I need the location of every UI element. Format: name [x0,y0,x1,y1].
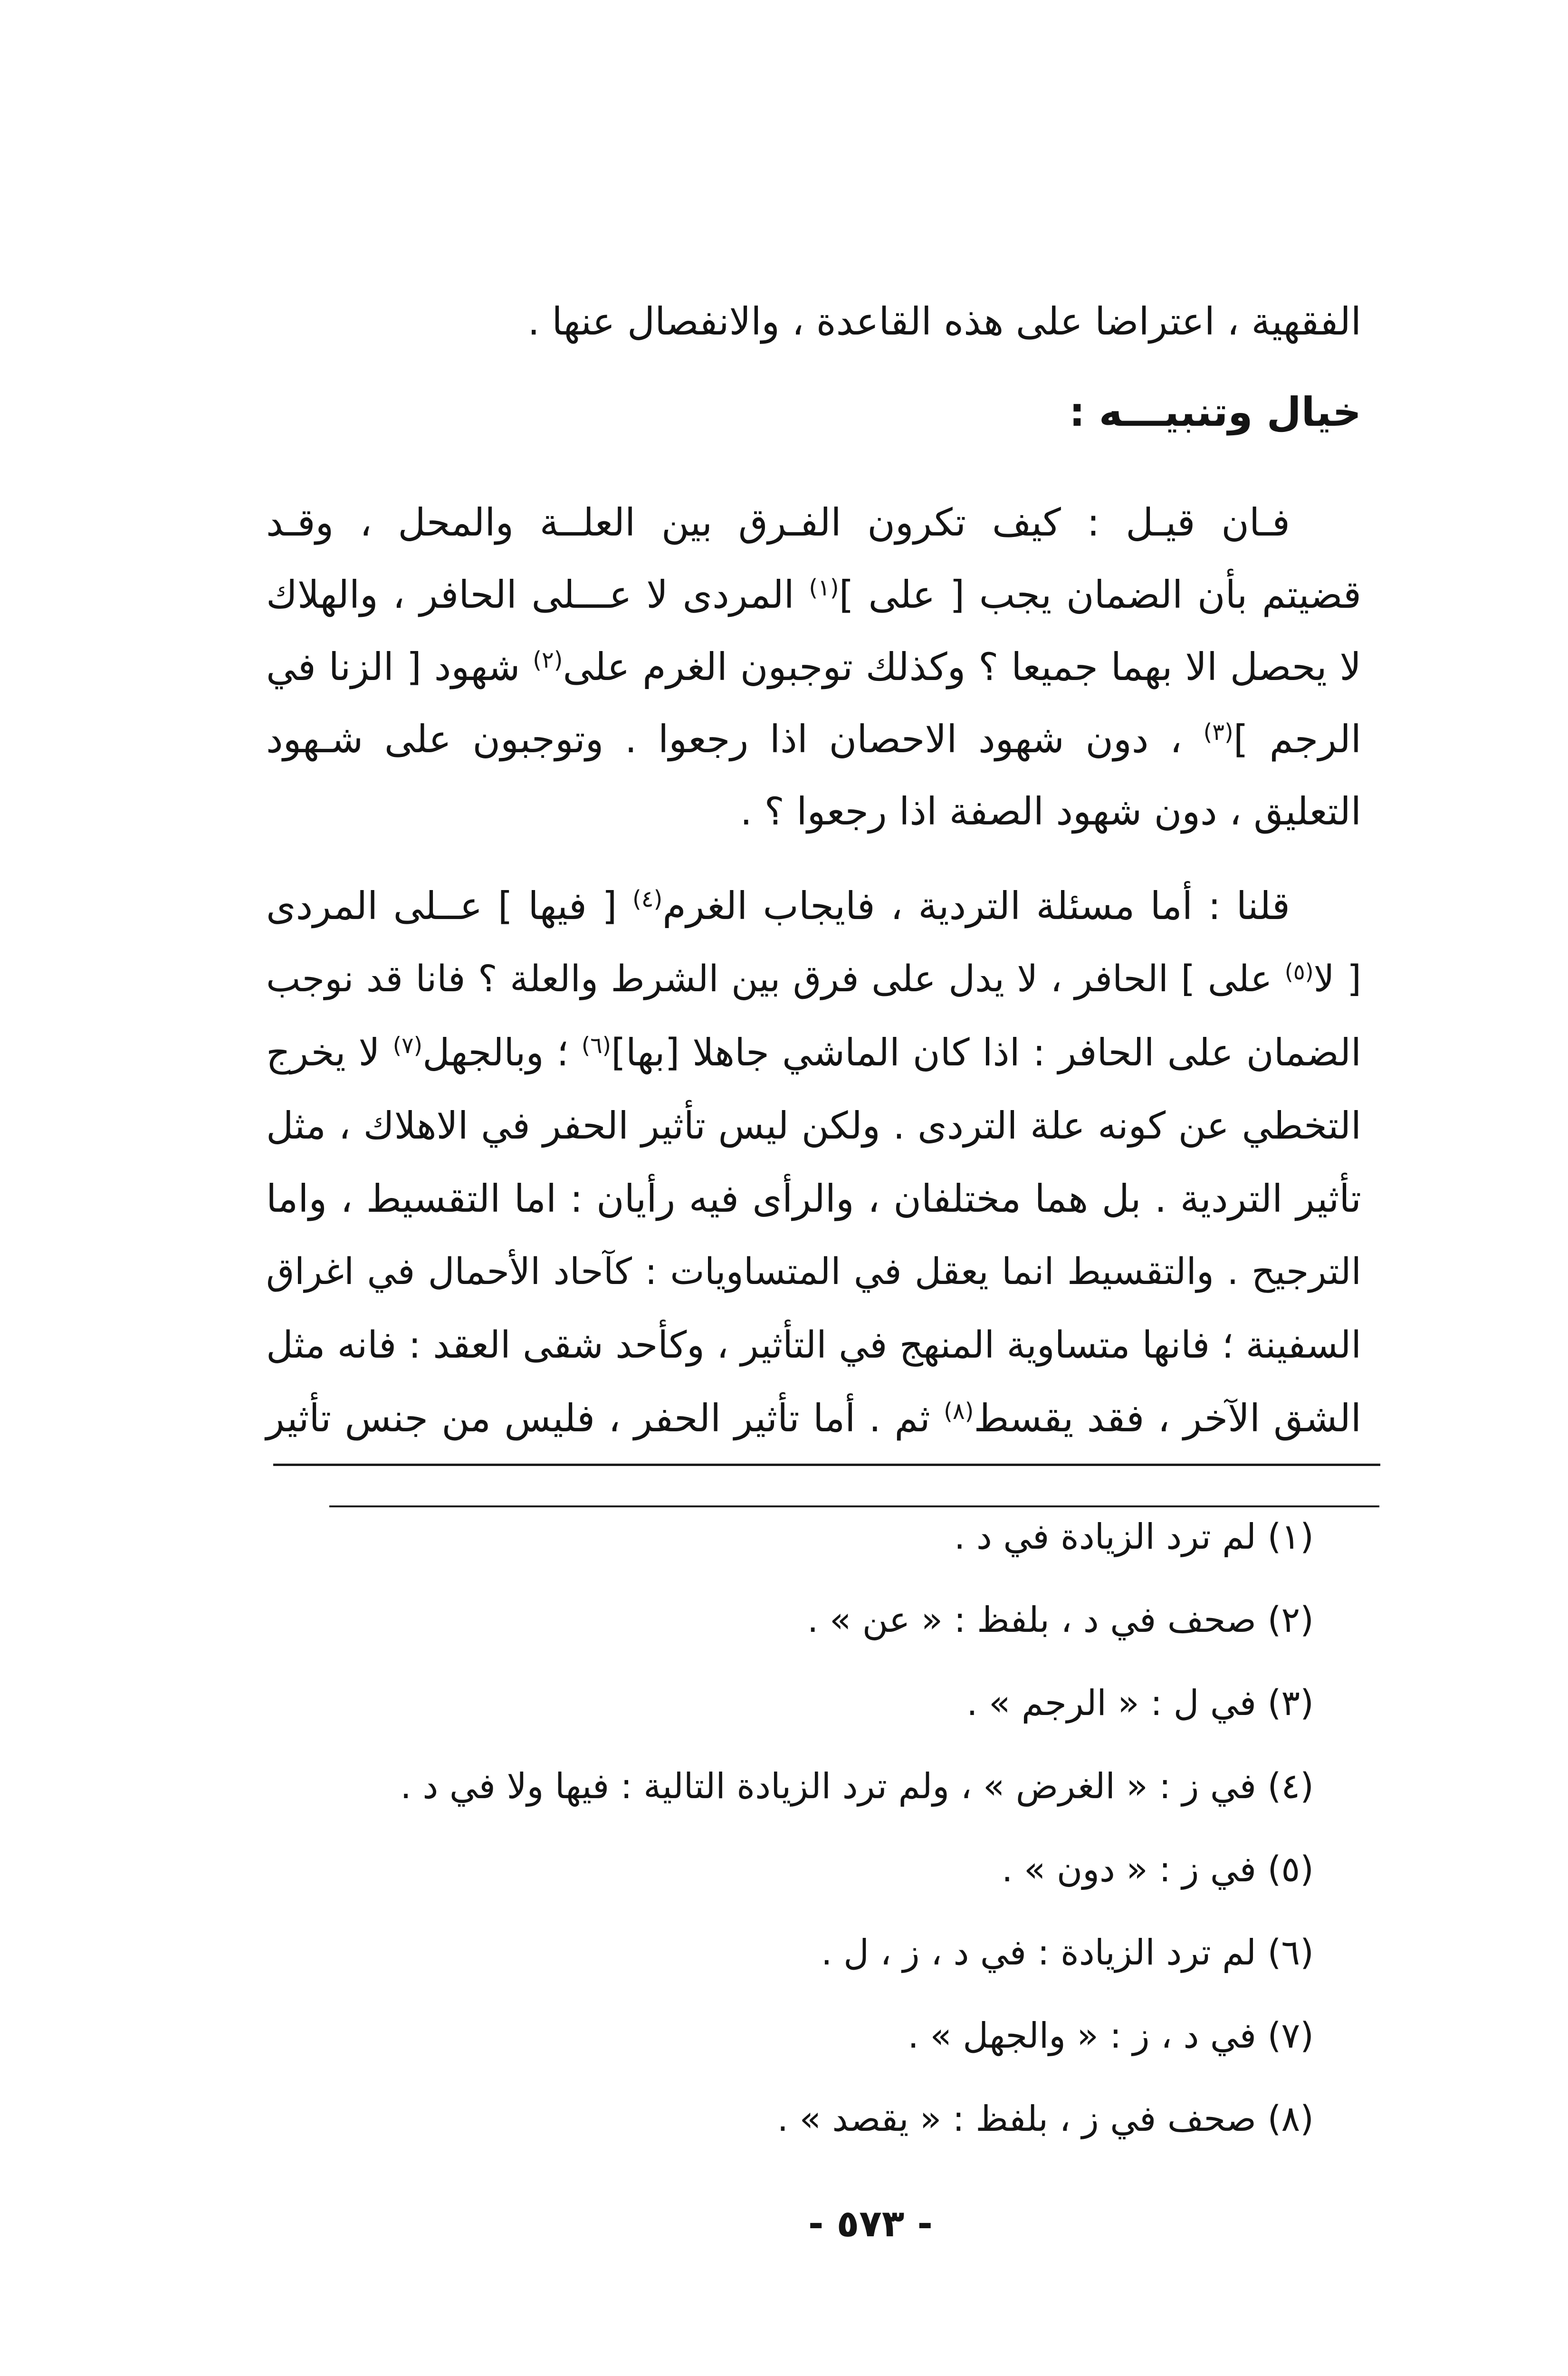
footnote: (١) لم ترد الزيادة في د . [954,1516,1314,1557]
footnote: (٨) صحف في ز ، بلفظ : « يقصد » . [777,2098,1314,2139]
footnote: (٥) في ز : « دون » . [1002,1849,1314,1890]
text-line: الترجيح . والتقسيط انما يعقل في المتساويات : كآحاد الأحمال في اغراق [266,1251,1361,1293]
footnote: (٤) في ز : « الغرض » ، ولم ترد الزيادة التالية : فيها ولا في د . [400,1766,1314,1807]
footnote-ref: (٥) [1284,958,1314,985]
text-line: قلنا : أما مسئلة التردية ، فايجاب الغرم$^{(٤)}$ [ فيها ] عــلى المردى [266,884,1291,928]
text-line: الرجم ]$^{(٣)}$ ، دون شهود الاحصان اذا رجعوا . وتوجبون على شـهود [266,717,1362,761]
footnote-ref: (٤) [632,885,663,912]
footnote: (٧) في د ، ز : « والجهل » . [908,2015,1314,2056]
text-line: تأثير التردية . بل هما مختلفان ، والرأى فيه رأيان : اما التقسيط ، واما [266,1177,1361,1221]
footnote-ref: (٣) [1203,719,1233,746]
page-number: - ٥٧٣ - [808,2203,933,2245]
footnote: (٣) في ل : « الرجم » . [966,1683,1314,1724]
carryover-line: الفقهية ، اعتراضا على هذه القاعدة ، والانفصال عنها . [527,299,1361,344]
footnote-ref: (٦) [581,1032,612,1059]
text-line: السفينة ؛ فانها متساوية المنهج في التأثير ، وكأحد شقى العقد : فانه مثل [266,1324,1361,1367]
footnote: (٢) صحف في د ، بلفظ : « عن » . [807,1600,1314,1640]
footnote-ref: (٨) [944,1398,974,1425]
footnote-ref: (١) [809,574,839,601]
text-line: قضيتم بأن الضمان يجب [ على ]$^{(١)}$ المردى لا عـــلى الحافر ، والهلاك [266,573,1361,617]
footnote-rule [273,1464,1380,1466]
paragraph [266,487,1361,848]
footnote: (٦) لم ترد الزيادة : في د ، ز ، ل . [821,1932,1314,1973]
footnote-ref: (٧) [392,1032,423,1059]
text-line: [ لا$^{(٥)}$ على ] الحافر ، لا يدل على فرق بين الشرط والعلة ؟ فانا قد نوجب [266,958,1361,1000]
text-line: التعليق ، دون شهود الصفة اذا رجعوا ؟ . [740,789,1361,834]
text-line: لا يحصل الا بهما جميعا ؟ وكذلك توجبون الغرم على$^{(٢)}$ شهود [ الزنا في [266,645,1361,689]
text-line: الشق الآخر ، فقد يقسط$^{(٨)}$ ثم . أما تأثير الحفر ، فليس من جنس تأثير [266,1396,1361,1440]
paragraph [266,870,1361,1455]
text-line: الضمان على الحافر : اذا كان الماشي جاهلا [بها]$^{(٦)}$ ؛ وبالجهل$^{(٧)}$ لا يخرج [266,1031,1361,1074]
text-line: التخطي عن كونه علة التردى . ولكن ليس تأثير الحفر في الاهلاك ، مثل [266,1104,1361,1148]
text-line: فـان قيـل : كيف تكرون الفـرق بين العلــة والمحل ، وقـد [266,500,1290,545]
footnote-ref: (٢) [533,646,563,673]
footnotes [266,1495,1314,2161]
section-heading: خيال وتنبيـــه : [1069,389,1361,435]
